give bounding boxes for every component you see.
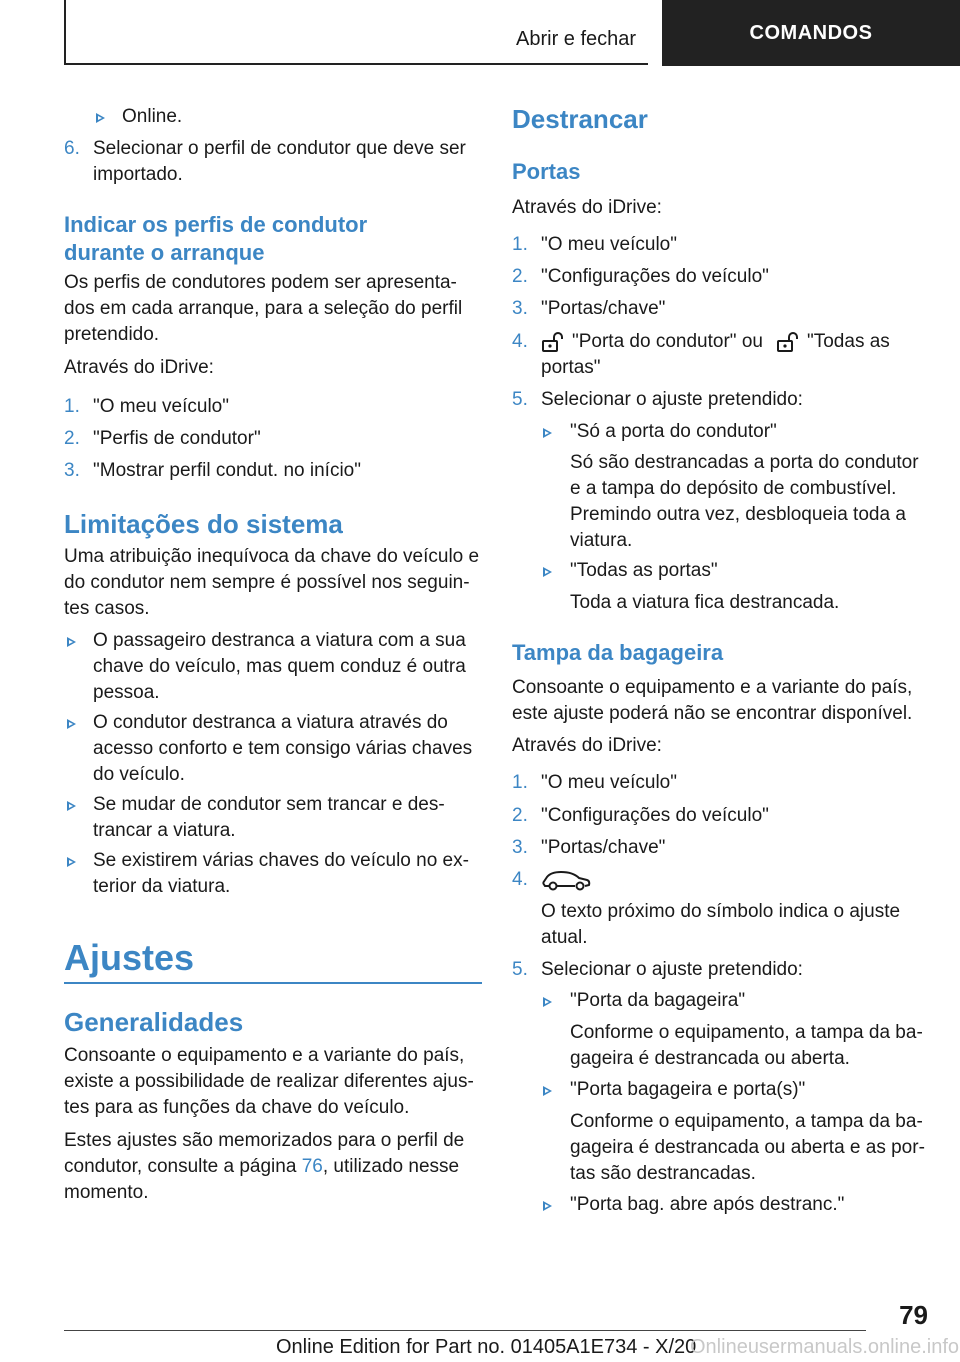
bullet-text: Se mudar de condutor sem trancar e des- (93, 794, 445, 815)
step-text: "Mostrar perfil condut. no início" (93, 460, 361, 481)
watermark: Onlineusermanuals.online.info (690, 1336, 960, 1358)
heading-portas: Portas (512, 159, 581, 184)
option-text: "Porta bagageira e porta(s)" (570, 1079, 806, 1100)
step-number: 1. (512, 772, 528, 793)
option-desc: viatura. (570, 530, 633, 551)
footer-edition (276, 1336, 696, 1359)
paragraph: existe a possibilidade de realizar diferentes ajus- (64, 1071, 474, 1092)
header-left-rule (64, 0, 66, 64)
step-number: 4. (512, 331, 528, 352)
bullet-triangle-icon (543, 1201, 552, 1211)
step-number: 2. (64, 428, 80, 449)
bullet-triangle-icon (67, 857, 76, 867)
bullet-text: do veículo. (93, 764, 185, 785)
paragraph: Através do iDrive: (512, 197, 662, 218)
step-text: "O meu veículo" (93, 396, 229, 417)
paragraph: do condutor nem sempre é possível nos seguin- (64, 572, 470, 593)
paragraph: pretendido. (64, 324, 160, 345)
heading-destrancar: Destrancar (512, 104, 648, 134)
heading-indicar: Indicar os perfis de condutor (64, 212, 368, 237)
unlock-driver-door-icon (541, 330, 565, 354)
footer-rule (64, 1330, 866, 1331)
option-online: Online. (122, 106, 183, 127)
heading-generalidades: Generalidades (64, 1007, 244, 1037)
page-link[interactable]: 76 (301, 1156, 323, 1177)
step-text: "Todas as (807, 331, 890, 352)
step-number: 1. (64, 396, 80, 417)
step-text: "Configurações do veículo" (541, 805, 769, 826)
step-number: 4. (512, 869, 528, 890)
step-text: "Porta do condutor" ou (572, 331, 763, 352)
step-number: 5. (512, 959, 528, 980)
bullet-triangle-icon (67, 801, 76, 811)
bullet-text: acesso conforto e tem consigo várias chaves (93, 738, 473, 759)
bullet-triangle-icon (96, 113, 105, 123)
bullet-text: pessoa. (93, 682, 160, 703)
step-number: 3. (512, 837, 528, 858)
step-text: "O meu veículo" (541, 772, 677, 793)
option-desc: e a tampa do depósito de combustível. (570, 478, 897, 499)
option-text: "Porta bag. abre após destranc." (570, 1194, 845, 1215)
bullet-triangle-icon (543, 428, 552, 438)
step-text: "Configurações do veículo" (541, 266, 769, 287)
option-desc: Toda a viatura fica destrancada. (570, 592, 840, 613)
heading-indicar: durante o arranque (64, 240, 265, 265)
paragraph: tes casos. (64, 598, 150, 619)
bullet-text: chave do veículo, mas quem conduz é outra (93, 656, 466, 677)
step-text: "Portas/chave" (541, 298, 666, 319)
option-desc: gageira é destrancada ou aberta e as por- (570, 1137, 925, 1158)
header-bottom-rule (64, 63, 648, 65)
paragraph: Através do iDrive: (512, 735, 662, 756)
paragraph: momento. (64, 1182, 149, 1203)
bullet-triangle-icon (67, 719, 76, 729)
bullet-text: trancar a viatura. (93, 820, 236, 841)
paragraph: este ajuste poderá não se encontrar disponível. (512, 703, 913, 724)
step-number: 5. (512, 389, 528, 410)
step-text: "Perfis de condutor" (93, 428, 261, 449)
step-text: Selecionar o ajuste pretendido: (541, 959, 803, 980)
step-number: 6. (64, 138, 80, 159)
bullet-text: O passageiro destranca a viatura com a sua (93, 630, 466, 651)
paragraph: Estes ajustes são memorizados para o perfil de (64, 1130, 465, 1151)
step-text: "O meu veículo" (541, 234, 677, 255)
step-number: 2. (512, 805, 528, 826)
step-desc: atual. (541, 927, 588, 948)
step-number: 2. (512, 266, 528, 287)
paragraph: tes para as funções da chave do veículo. (64, 1097, 410, 1118)
unlock-all-doors-icon (776, 330, 800, 354)
step-number: 3. (512, 298, 528, 319)
step-desc: O texto próximo do símbolo indica o ajuste (541, 901, 901, 922)
paragraph-text: , utilizado nesse (322, 1156, 460, 1177)
bullet-text: terior da viatura. (93, 876, 231, 897)
bullet-text: O condutor destranca a viatura através do (93, 712, 448, 733)
header-section-title: Abrir e fechar (516, 28, 637, 50)
paragraph: Consoante o equipamento e a variante do país, (64, 1045, 465, 1066)
heading-rule (64, 982, 482, 984)
option-desc: Conforme o equipamento, a tampa da ba- (570, 1022, 923, 1043)
bullet-triangle-icon (543, 1086, 552, 1096)
header-chapter-tab: COMANDOS (662, 0, 960, 66)
option-text: "Todas as portas" (570, 560, 718, 581)
heading-limitacoes: Limitações do sistema (64, 509, 343, 539)
paragraph (64, 1154, 459, 1180)
car-tailgate-icon (541, 868, 591, 892)
step-text: portas" (541, 357, 601, 378)
step-number: 3. (64, 460, 80, 481)
bullet-triangle-icon (543, 567, 552, 577)
paragraph: Consoante o equipamento e a variante do país, (512, 677, 913, 698)
paragraph: Os perfis de condutores podem ser apresenta- (64, 272, 457, 293)
footer-edition-text: Online Edition for Part no. 01405A1E734 - X/20 (276, 1336, 697, 1358)
option-desc: tas são destrancadas. (570, 1163, 756, 1184)
option-desc: Premindo outra vez, desbloqueia toda a (570, 504, 906, 525)
step-text: Selecionar o ajuste pretendido: (541, 389, 803, 410)
option-desc: Só são destrancadas a porta do condutor (570, 452, 919, 473)
heading-tampa: Tampa da bagageira (512, 640, 724, 665)
paragraph: Uma atribuição inequívoca da chave do veículo e (64, 546, 480, 567)
option-text: "Só a porta do condutor" (570, 421, 777, 442)
page-number: 79 (899, 1300, 928, 1330)
paragraph-text: condutor, consulte a página (64, 1156, 302, 1177)
paragraph: dos em cada arranque, para a seleção do perfil (64, 298, 463, 319)
heading-ajustes: Ajustes (64, 937, 195, 978)
step-text: importado. (93, 164, 183, 185)
bullet-triangle-icon (543, 997, 552, 1007)
bullet-triangle-icon (67, 637, 76, 647)
option-desc: Conforme o equipamento, a tampa da ba- (570, 1111, 923, 1132)
bullet-text: Se existirem várias chaves do veículo no ex- (93, 850, 469, 871)
step-text: Selecionar o perfil de condutor que deve ser (93, 138, 466, 159)
step-number: 1. (512, 234, 528, 255)
paragraph: Através do iDrive: (64, 357, 214, 378)
option-desc: gageira é destrancada ou aberta. (570, 1048, 850, 1069)
step-text: "Portas/chave" (541, 837, 666, 858)
option-text: "Porta da bagageira" (570, 990, 746, 1011)
